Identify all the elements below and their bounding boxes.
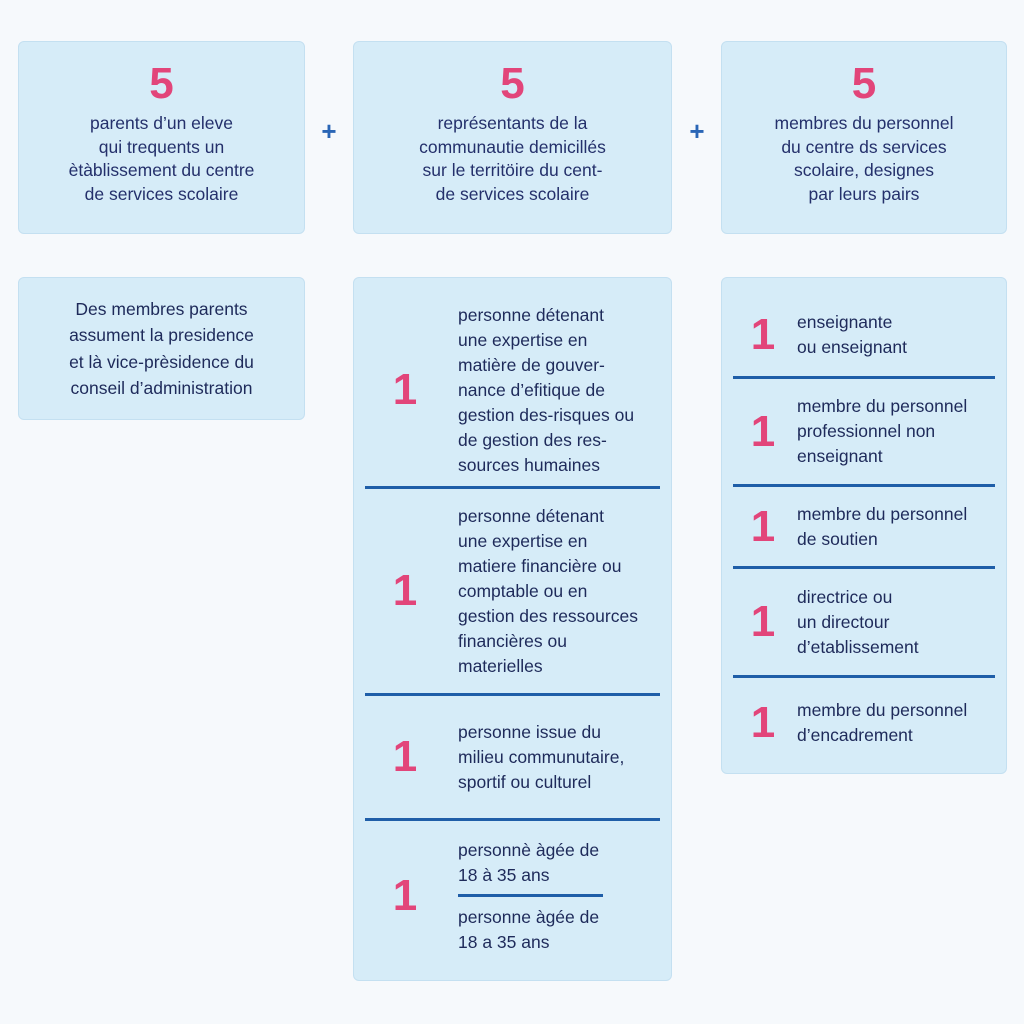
community-count: 5	[500, 59, 525, 108]
plus-operator: +	[321, 116, 337, 146]
item-label: personne détenant une expertise en matiere financière ou comptable ou en gestion des ressources financières ou materielles	[458, 505, 638, 676]
list-item	[733, 678, 995, 768]
presidency-note: Des membres parents assument la presidence et là vice-prèsidence du conseil d’administration	[69, 298, 254, 398]
item-count: 1	[750, 698, 776, 747]
item-label: enseignante ou enseignant	[797, 312, 907, 357]
list-item	[365, 489, 660, 696]
item-label: personne àgée de 18 a 35 ans	[458, 906, 600, 952]
item-count: 1	[750, 406, 776, 456]
item-label: personne issue du milieu communutaire, sportif ou culturel	[458, 721, 625, 792]
item-count: 1	[750, 597, 776, 646]
item-label: membre du personnel de soutien	[797, 503, 968, 549]
item-label: personne détenant une expertise en matière de gouver- nance d’efitique de gestion des-risques ou de gestion des res- sources humaines	[458, 304, 635, 475]
list-item	[733, 487, 995, 569]
item-count: 1	[750, 310, 776, 359]
list-item	[733, 569, 995, 678]
parents-count: 5	[149, 59, 174, 108]
item-label: personnè àgée de 18 à 35 ans	[458, 839, 600, 885]
list-item	[733, 379, 995, 487]
item-label: directrice ou un directour d’etablissement	[797, 586, 919, 657]
item-count: 1	[392, 365, 418, 414]
list-item	[365, 821, 660, 971]
staff-description: membres du personnel du centre ds services scolaire, designes par leurs pairs	[774, 113, 954, 205]
item-count: 1	[392, 732, 418, 781]
list-item	[365, 294, 660, 489]
item-label: membre du personnel d’encadrement	[797, 700, 968, 745]
staff-count: 5	[851, 59, 877, 108]
divider	[458, 894, 603, 897]
list-item	[733, 294, 995, 379]
parents-description: parents d’un eleve qui trequents un ètàblissement du centre de services scolaire	[68, 113, 255, 205]
staff-breakdown-card	[721, 277, 1007, 774]
staff-card	[721, 41, 1007, 234]
item-count: 1	[750, 501, 776, 551]
item-label: membre du personnel professionnel non enseignant	[797, 396, 968, 466]
presidency-note-card	[18, 277, 305, 420]
item-count: 1	[392, 566, 418, 615]
plus-operator: +	[689, 116, 705, 146]
list-item	[365, 696, 660, 821]
age-group-stack	[458, 838, 603, 955]
item-count: 1	[392, 871, 418, 920]
community-card	[353, 41, 672, 234]
community-breakdown-card	[353, 277, 672, 981]
community-description: représentants de la communautie demicillés sur le territöire du cent- de services scolaire	[419, 113, 606, 205]
parents-card	[18, 41, 305, 234]
